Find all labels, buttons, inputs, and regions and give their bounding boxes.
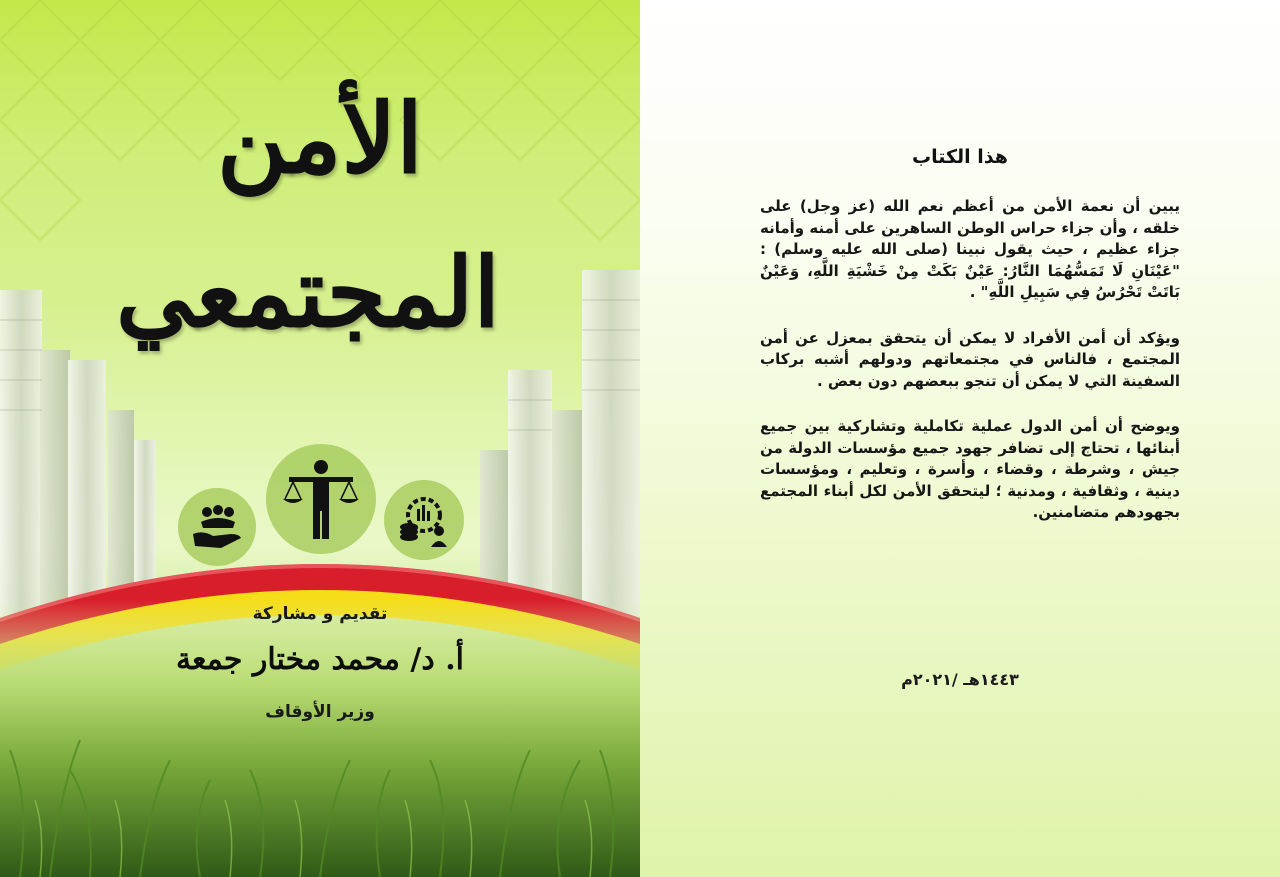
author-position: وزير الأوقاف: [265, 702, 375, 722]
paragraph-1: يبين أن نعمة الأمن من أعظم نعم الله (عز وجل) على خلقه ، وأن جزاء حراس الوطن الساهرين على أمنه وأمانه جزاء عظيم ، حيث يقول نبينا (صلى الله عليه وسلم) : "عَيْنَانِ لَا تَمَسُّهُمَا النَّارُ: عَيْنٌ بَكَتْ مِنْ خَشْيَةِ اللَّهِ، وَعَيْنٌ بَاتَتْ تَحْرُسُ فِي سَبِيلِ اللَّهِ" .: [760, 197, 1180, 301]
back-body-text: [760, 196, 1180, 548]
justice-scale-icon: [266, 444, 376, 554]
presented-by-label: تقديم و مشاركة: [252, 604, 388, 624]
author-name: أ. د/ محمد مختار جمعة: [176, 642, 464, 677]
paragraph-2: ويؤكد أن أمن الأفراد لا يمكن أن يتحقق بمعزل عن أمن المجتمع ، فالناس في مجتمعاتهم ودولهم أشبه بركاب السفينة التي لا يمكن أن تنجو ببعضهم دون بعض .: [760, 328, 1180, 390]
book-title: الأمن المجتمعي: [115, 82, 500, 349]
back-cover: [640, 0, 1280, 877]
paragraph-3: ويوضح أن أمن الدول عملية تكاملية وتشاركية بين جميع أبنائها ، تحتاج إلى تضافر جهود جميع مؤسسات الدولة من جيش ، وشرطة ، وقضاء ، وأسرة ، وتعليم ، ومؤسسات دينية ، وثقافية ، ومدنية ؛ ليتحقق الأمن لكل أبناء المجتمع بجهودهم متضامنين.: [760, 417, 1180, 521]
back-heading: هذا الكتاب: [912, 146, 1008, 168]
publication-date: ١٤٤٣هـ /٢٠٢١م: [901, 670, 1019, 689]
